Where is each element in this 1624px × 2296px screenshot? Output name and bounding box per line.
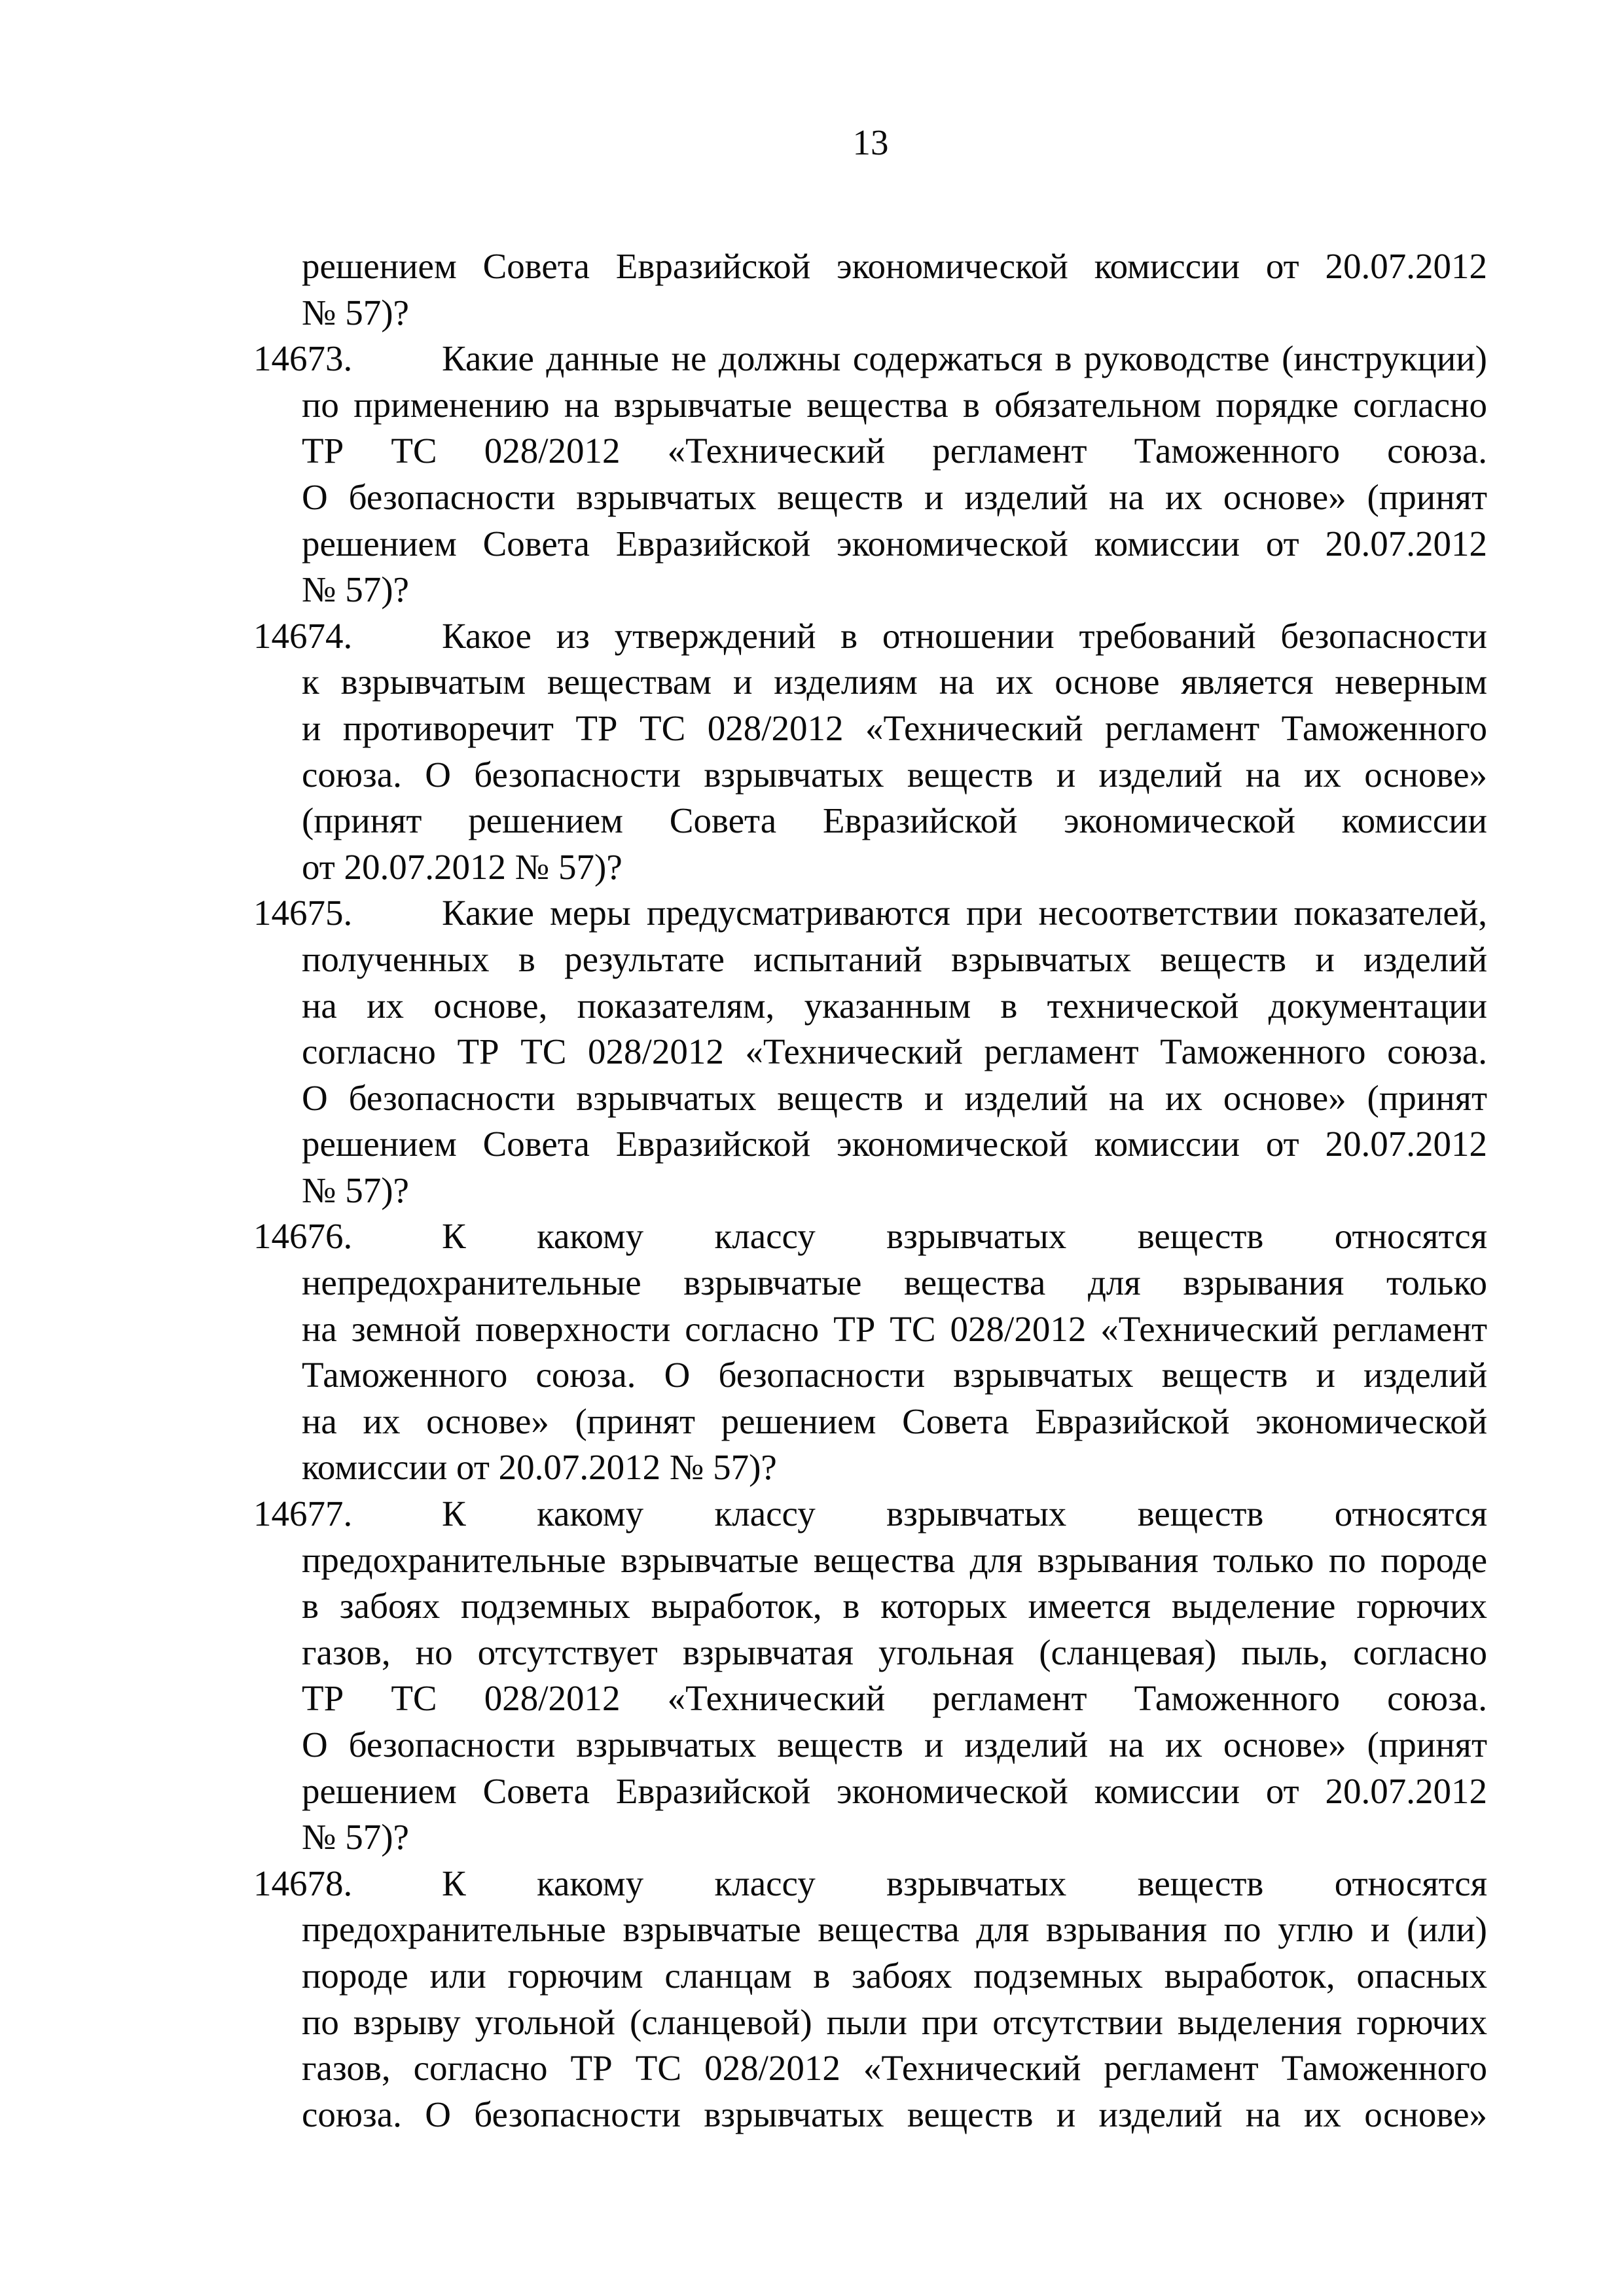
question-item <box>253 1861 1487 2138</box>
document-body <box>253 243 1487 2138</box>
page-number: 13 <box>852 122 889 162</box>
text-line: газов, согласно ТР ТС 028/2012 «Технический регламент Таможенного <box>302 2048 1487 2089</box>
question-first-line <box>253 890 1487 937</box>
text-line: предохранительные взрывчатые вещества для взрывания только по породе <box>302 1539 1487 1580</box>
text-line: и противоречит ТР ТС 028/2012 «Технический регламент Таможенного <box>302 708 1487 748</box>
text-line: решением Совета Евразийской экономической комиссии от 20.07.2012 <box>302 246 1487 286</box>
question-first-line <box>253 1491 1487 1537</box>
question-number: 14677. <box>253 1494 353 1534</box>
text-line: О безопасности взрывчатых веществ и изделий на их основе» (принят <box>302 1725 1487 1765</box>
text-line: Какие данные не должны содержаться в руководстве (инструкции) <box>442 338 1487 379</box>
question-number: 14676. <box>253 1216 353 1257</box>
text-line: непредохранительные взрывчатые вещества для взрывания только <box>302 1263 1487 1303</box>
text-line: на их основе, показателям, указанным в технической документации <box>302 985 1487 1026</box>
text-line: К какому классу взрывчатых веществ относятся <box>442 1216 1487 1257</box>
text-line: к взрывчатым веществам и изделиям на их основе является неверным <box>302 662 1487 702</box>
text-line: решением Совета Евразийской экономической комиссии от 20.07.2012 <box>302 1124 1487 1164</box>
question-number: 14675. <box>253 893 353 933</box>
text-line: О безопасности взрывчатых веществ и изделий на их основе» (принят <box>302 476 1487 517</box>
question-item <box>253 613 1487 891</box>
text-line: (принят решением Совета Евразийской экономической комиссии <box>302 800 1487 841</box>
continuation-paragraph <box>302 243 1487 336</box>
text-line: комиссии от 20.07.2012 № 57)? <box>302 1447 777 1488</box>
text-line: ТР ТС 028/2012 «Технический регламент Таможенного союза. <box>302 1678 1487 1719</box>
text-line: на земной поверхности согласно ТР ТС 028/2012 «Технический регламент <box>302 1308 1487 1349</box>
question-first-line <box>253 613 1487 660</box>
text-line: № 57)? <box>302 1817 409 1857</box>
text-line: К какому классу взрывчатых веществ относятся <box>442 1494 1487 1534</box>
text-line: газов, но отсутствует взрывчатая угольная (сланцевая) пыль, согласно <box>302 1632 1487 1672</box>
text-line: Таможенного союза. О безопасности взрывчатых веществ и изделий <box>302 1355 1487 1395</box>
question-first-line <box>253 1861 1487 1907</box>
question-first-line <box>253 336 1487 382</box>
text-line: О безопасности взрывчатых веществ и изделий на их основе» (принят <box>302 1077 1487 1118</box>
question-item <box>253 1213 1487 1491</box>
text-line: Какое из утверждений в отношении требований безопасности <box>442 615 1487 656</box>
question-first-line <box>253 1213 1487 1260</box>
text-line: № 57)? <box>302 1170 409 1210</box>
text-line: от 20.07.2012 № 57)? <box>302 846 623 887</box>
text-line: полученных в результате испытаний взрывчатых веществ и изделий <box>302 939 1487 979</box>
text-line: согласно ТР ТС 028/2012 «Технический регламент Таможенного союза. <box>302 1031 1487 1072</box>
text-line: породе или горючим сланцам в забоях подземных выработок, опасных <box>302 1955 1487 1996</box>
text-line: на их основе» (принят решением Совета Евразийской экономической <box>302 1401 1487 1441</box>
text-line: союза. О безопасности взрывчатых веществ и изделий на их основе» <box>302 2094 1487 2134</box>
text-line: в забоях подземных выработок, в которых имеется выделение горючих <box>302 1586 1487 1626</box>
question-item <box>253 336 1487 613</box>
text-line: Какие меры предусматриваются при несоответствии показателей, <box>442 893 1487 933</box>
text-line: ТР ТС 028/2012 «Технический регламент Таможенного союза. <box>302 431 1487 471</box>
question-number: 14678. <box>253 1863 353 1903</box>
text-line: союза. О безопасности взрывчатых веществ и изделий на их основе» <box>302 754 1487 795</box>
text-line: К какому классу взрывчатых веществ относятся <box>442 1863 1487 1903</box>
question-item <box>253 890 1487 1213</box>
question-number: 14674. <box>253 615 353 656</box>
text-line: решением Совета Евразийской экономической комиссии от 20.07.2012 <box>302 1770 1487 1811</box>
question-number: 14673. <box>253 338 353 379</box>
text-line: № 57)? <box>302 569 409 610</box>
text-line: № 57)? <box>302 292 409 332</box>
question-item <box>253 1491 1487 1861</box>
text-line: по взрыву угольной (сланцевой) пыли при отсутствии выделения горючих <box>302 2001 1487 2042</box>
text-line: по применению на взрывчатые вещества в обязательном порядке согласно <box>302 384 1487 425</box>
text-line: предохранительные взрывчатые вещества для взрывания по углю и (или) <box>302 1909 1487 1950</box>
text-line: решением Совета Евразийской экономической комиссии от 20.07.2012 <box>302 523 1487 564</box>
